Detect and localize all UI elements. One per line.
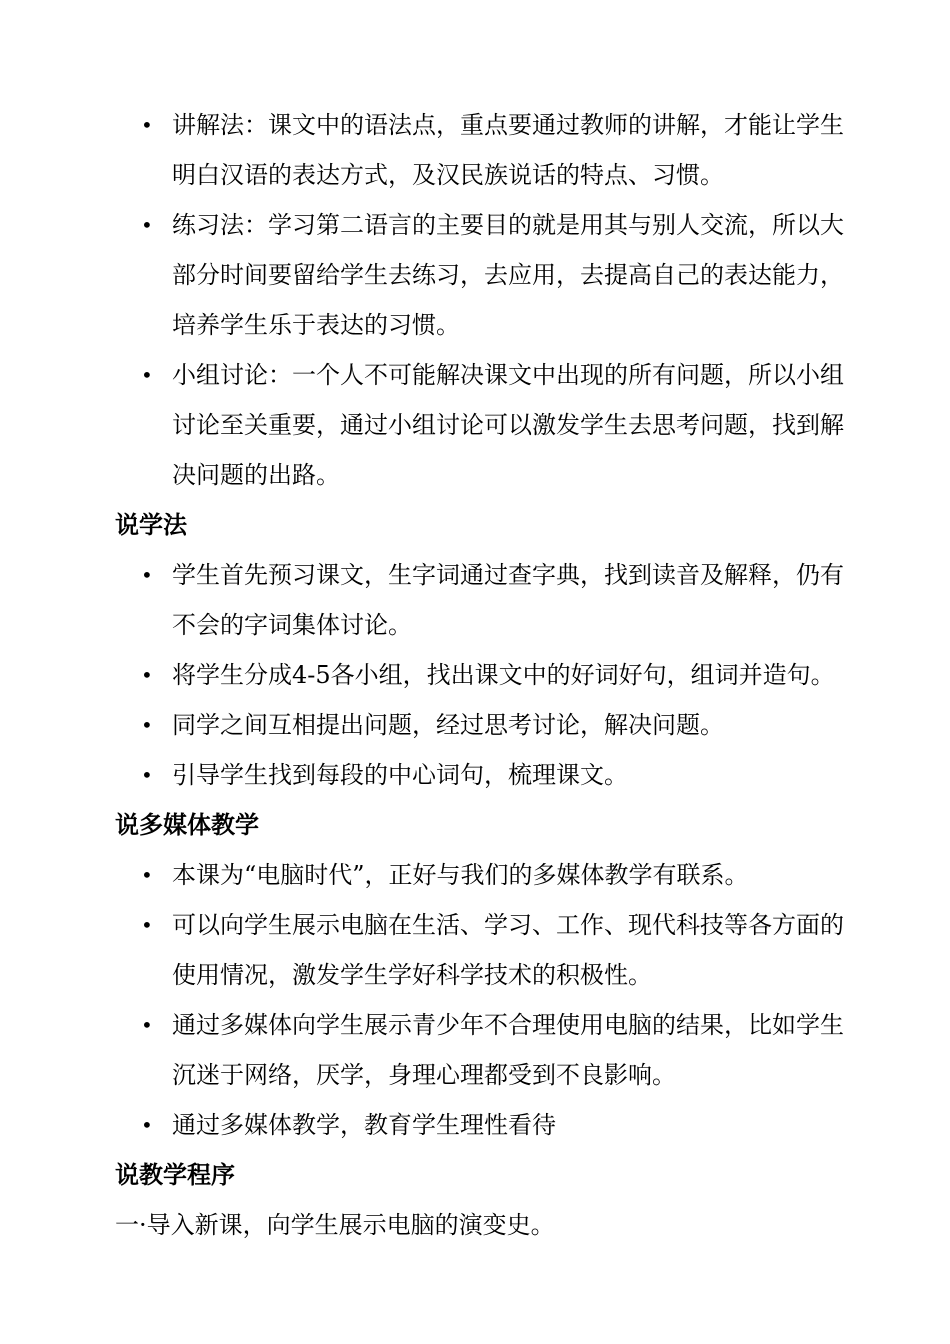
- list-item: [115, 550, 850, 650]
- list-item: [115, 100, 850, 200]
- bullet-icon: •: [141, 713, 153, 737]
- list-item: [115, 700, 850, 750]
- list-item: [115, 350, 850, 500]
- bullet-icon: •: [141, 663, 153, 687]
- list-item-text: 本课为“电脑时代”，正好与我们的多媒体教学有联系。: [172, 861, 749, 889]
- section-heading-study-method: 说学法: [115, 511, 187, 539]
- list-item-text: 练习法：学习第二语言的主要目的就是用其与别人交流，所以大部分时间要留给学生去练习，去应用，去提高自己的表达能力，培养学生乐于表达的习惯。: [172, 211, 844, 339]
- list-item-text: 引导学生找到每段的中心词句，梳理课文。: [172, 761, 628, 789]
- list-item-text: 同学之间互相提出问题，经过思考讨论，解决问题。: [172, 711, 724, 739]
- list-item: [115, 750, 850, 800]
- list-item-text: 可以向学生展示电脑在生活、学习、工作、现代科技等各方面的使用情况，激发学生学好科学技术的积极性。: [172, 911, 844, 989]
- section-heading-multimedia: 说多媒体教学: [115, 811, 259, 839]
- bullet-icon: •: [141, 113, 153, 137]
- list-item: [115, 650, 850, 700]
- list-item: [115, 1100, 850, 1150]
- bullet-icon: •: [141, 1013, 153, 1037]
- list-item-text: 通过多媒体向学生展示青少年不合理使用电脑的结果，比如学生沉迷于网络，厌学，身理心理都受到不良影响。: [172, 1011, 844, 1089]
- teaching-methods-list: [115, 100, 850, 500]
- procedure-step-1: 一·导入新课，向学生展示电脑的演变史。: [115, 1211, 555, 1239]
- list-item-text: 学生首先预习课文，生字词通过查字典，找到读音及解释，仍有不会的字词集体讨论。: [172, 561, 844, 639]
- section-heading-procedure: 说教学程序: [115, 1161, 235, 1189]
- bullet-icon: •: [141, 863, 153, 887]
- bullet-icon: •: [141, 763, 153, 787]
- bullet-icon: •: [141, 213, 153, 237]
- multimedia-list: [115, 850, 850, 1150]
- list-item: [115, 900, 850, 1000]
- list-item: [115, 1000, 850, 1100]
- list-item-text: 讲解法：课文中的语法点，重点要通过教师的讲解，才能让学生明白汉语的表达方式，及汉民族说话的特点、习惯。: [172, 111, 844, 189]
- list-item-text: 小组讨论：一个人不可能解决课文中出现的所有问题，所以小组讨论至关重要，通过小组讨论可以激发学生去思考问题，找到解决问题的出路。: [172, 361, 844, 489]
- bullet-icon: •: [141, 563, 153, 587]
- bullet-icon: •: [141, 363, 153, 387]
- list-item: [115, 850, 850, 900]
- list-item: [115, 200, 850, 350]
- list-item-text: 将学生分成4-5各小组，找出课文中的好词好句，组词并造句。: [172, 661, 835, 689]
- bullet-icon: •: [141, 913, 153, 937]
- bullet-icon: •: [141, 1113, 153, 1137]
- study-method-list: [115, 550, 850, 800]
- list-item-text: 通过多媒体教学，教育学生理性看待: [172, 1111, 556, 1139]
